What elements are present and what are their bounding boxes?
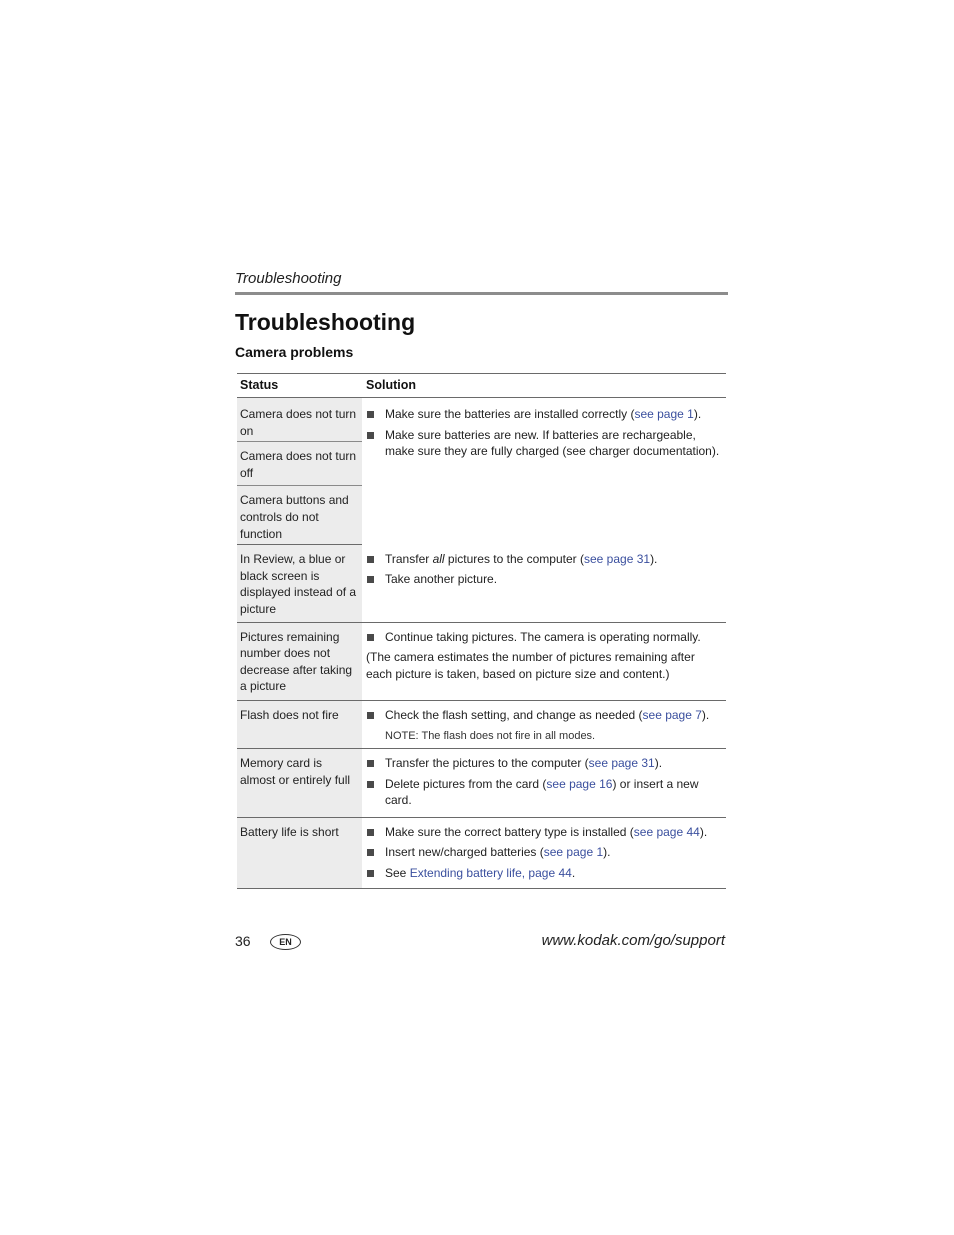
see-page-31-link[interactable]: see page 31 [584, 551, 651, 566]
see-page-1-link[interactable]: see page 1 [634, 407, 694, 421]
camera-problems-table [237, 373, 726, 889]
table-row [237, 622, 726, 700]
see-page-16-link[interactable]: see page 16 [546, 776, 613, 791]
bullet-square-icon [367, 849, 374, 856]
see-page-1-link[interactable]: see page 1 [543, 845, 604, 860]
status-cell: Camera does not turn on [237, 398, 362, 442]
solution-cell [362, 398, 726, 545]
see-page-7-link[interactable]: see page 7 [642, 707, 702, 722]
status-cell: In Review, a blue or black screen is displayed instead of a picture [237, 545, 362, 622]
bullet-square-icon [367, 760, 374, 767]
header-rule [235, 292, 728, 295]
solution-column-header: Solution [362, 374, 726, 398]
list-item: Delete pictures from the card (see page 16) or insert a new card. [366, 776, 724, 809]
support-url[interactable]: www.kodak.com/go/support [541, 932, 725, 949]
bullet-square-icon [367, 712, 374, 719]
see-page-44-link[interactable]: see page 44 [633, 824, 700, 839]
bullet-square-icon [367, 634, 374, 641]
table-row [237, 545, 726, 622]
status-cell: Flash does not fire [237, 700, 362, 748]
list-item: See Extending battery life, page 44. [366, 865, 724, 882]
list-item: Check the flash setting, and change as needed (see page 7). [366, 707, 724, 724]
page-title: Troubleshooting [235, 309, 416, 335]
bullet-square-icon [367, 411, 374, 418]
section-title: Camera problems [235, 344, 354, 360]
table-row [237, 398, 726, 442]
status-cell: Pictures remaining number does not decrease after taking a picture [237, 622, 362, 700]
bullet-square-icon [367, 432, 374, 439]
bullet-square-icon [367, 781, 374, 788]
extending-battery-life-link[interactable]: Extending battery life, page 44 [409, 866, 572, 881]
solution-cell [362, 700, 726, 748]
status-cell: Camera does not turn off [237, 442, 362, 486]
bullet-square-icon [367, 576, 374, 583]
list-item: Take another picture. [366, 571, 724, 588]
status-column-header: Status [237, 374, 362, 398]
flash-note: NOTE: The flash does not fire in all modes. [385, 729, 596, 742]
status-cell: Memory card is almost or entirely full [237, 749, 362, 818]
page-number: 36 [235, 933, 251, 949]
list-item: Make sure the batteries are installed correctly (see page 1). [366, 406, 724, 423]
list-item: Transfer the pictures to the computer (see page 31). [366, 755, 724, 772]
solution-cell [362, 749, 726, 818]
solution-cell [362, 545, 726, 622]
bullet-square-icon [367, 556, 374, 563]
see-page-31-link[interactable]: see page 31 [588, 756, 655, 771]
language-badge: EN [270, 934, 301, 950]
bullet-square-icon [367, 870, 374, 877]
bullet-square-icon [367, 829, 374, 836]
list-item: Insert new/charged batteries (see page 1). [366, 844, 724, 861]
running-header: Troubleshooting [235, 270, 342, 287]
status-cell: Battery life is short [237, 817, 362, 888]
list-item: Make sure the correct battery type is installed (see page 44). [366, 824, 724, 841]
table-row [237, 749, 726, 818]
list-item: Make sure batteries are new. If batteries are rechargeable, make sure they are fully charged (see charger documentation). [366, 427, 724, 460]
table-header-row [237, 374, 726, 398]
explanatory-text: (The camera estimates the number of pictures remaining after each picture is taken, based on picture size and content.) [366, 650, 695, 681]
solution-cell [362, 817, 726, 888]
table-row [237, 817, 726, 888]
table-row [237, 700, 726, 748]
solution-cell [362, 622, 726, 700]
status-cell: Camera buttons and controls do not function [237, 486, 362, 545]
list-item: Transfer all pictures to the computer (see page 31). [366, 551, 724, 568]
list-item: Continue taking pictures. The camera is operating normally. [366, 629, 724, 646]
